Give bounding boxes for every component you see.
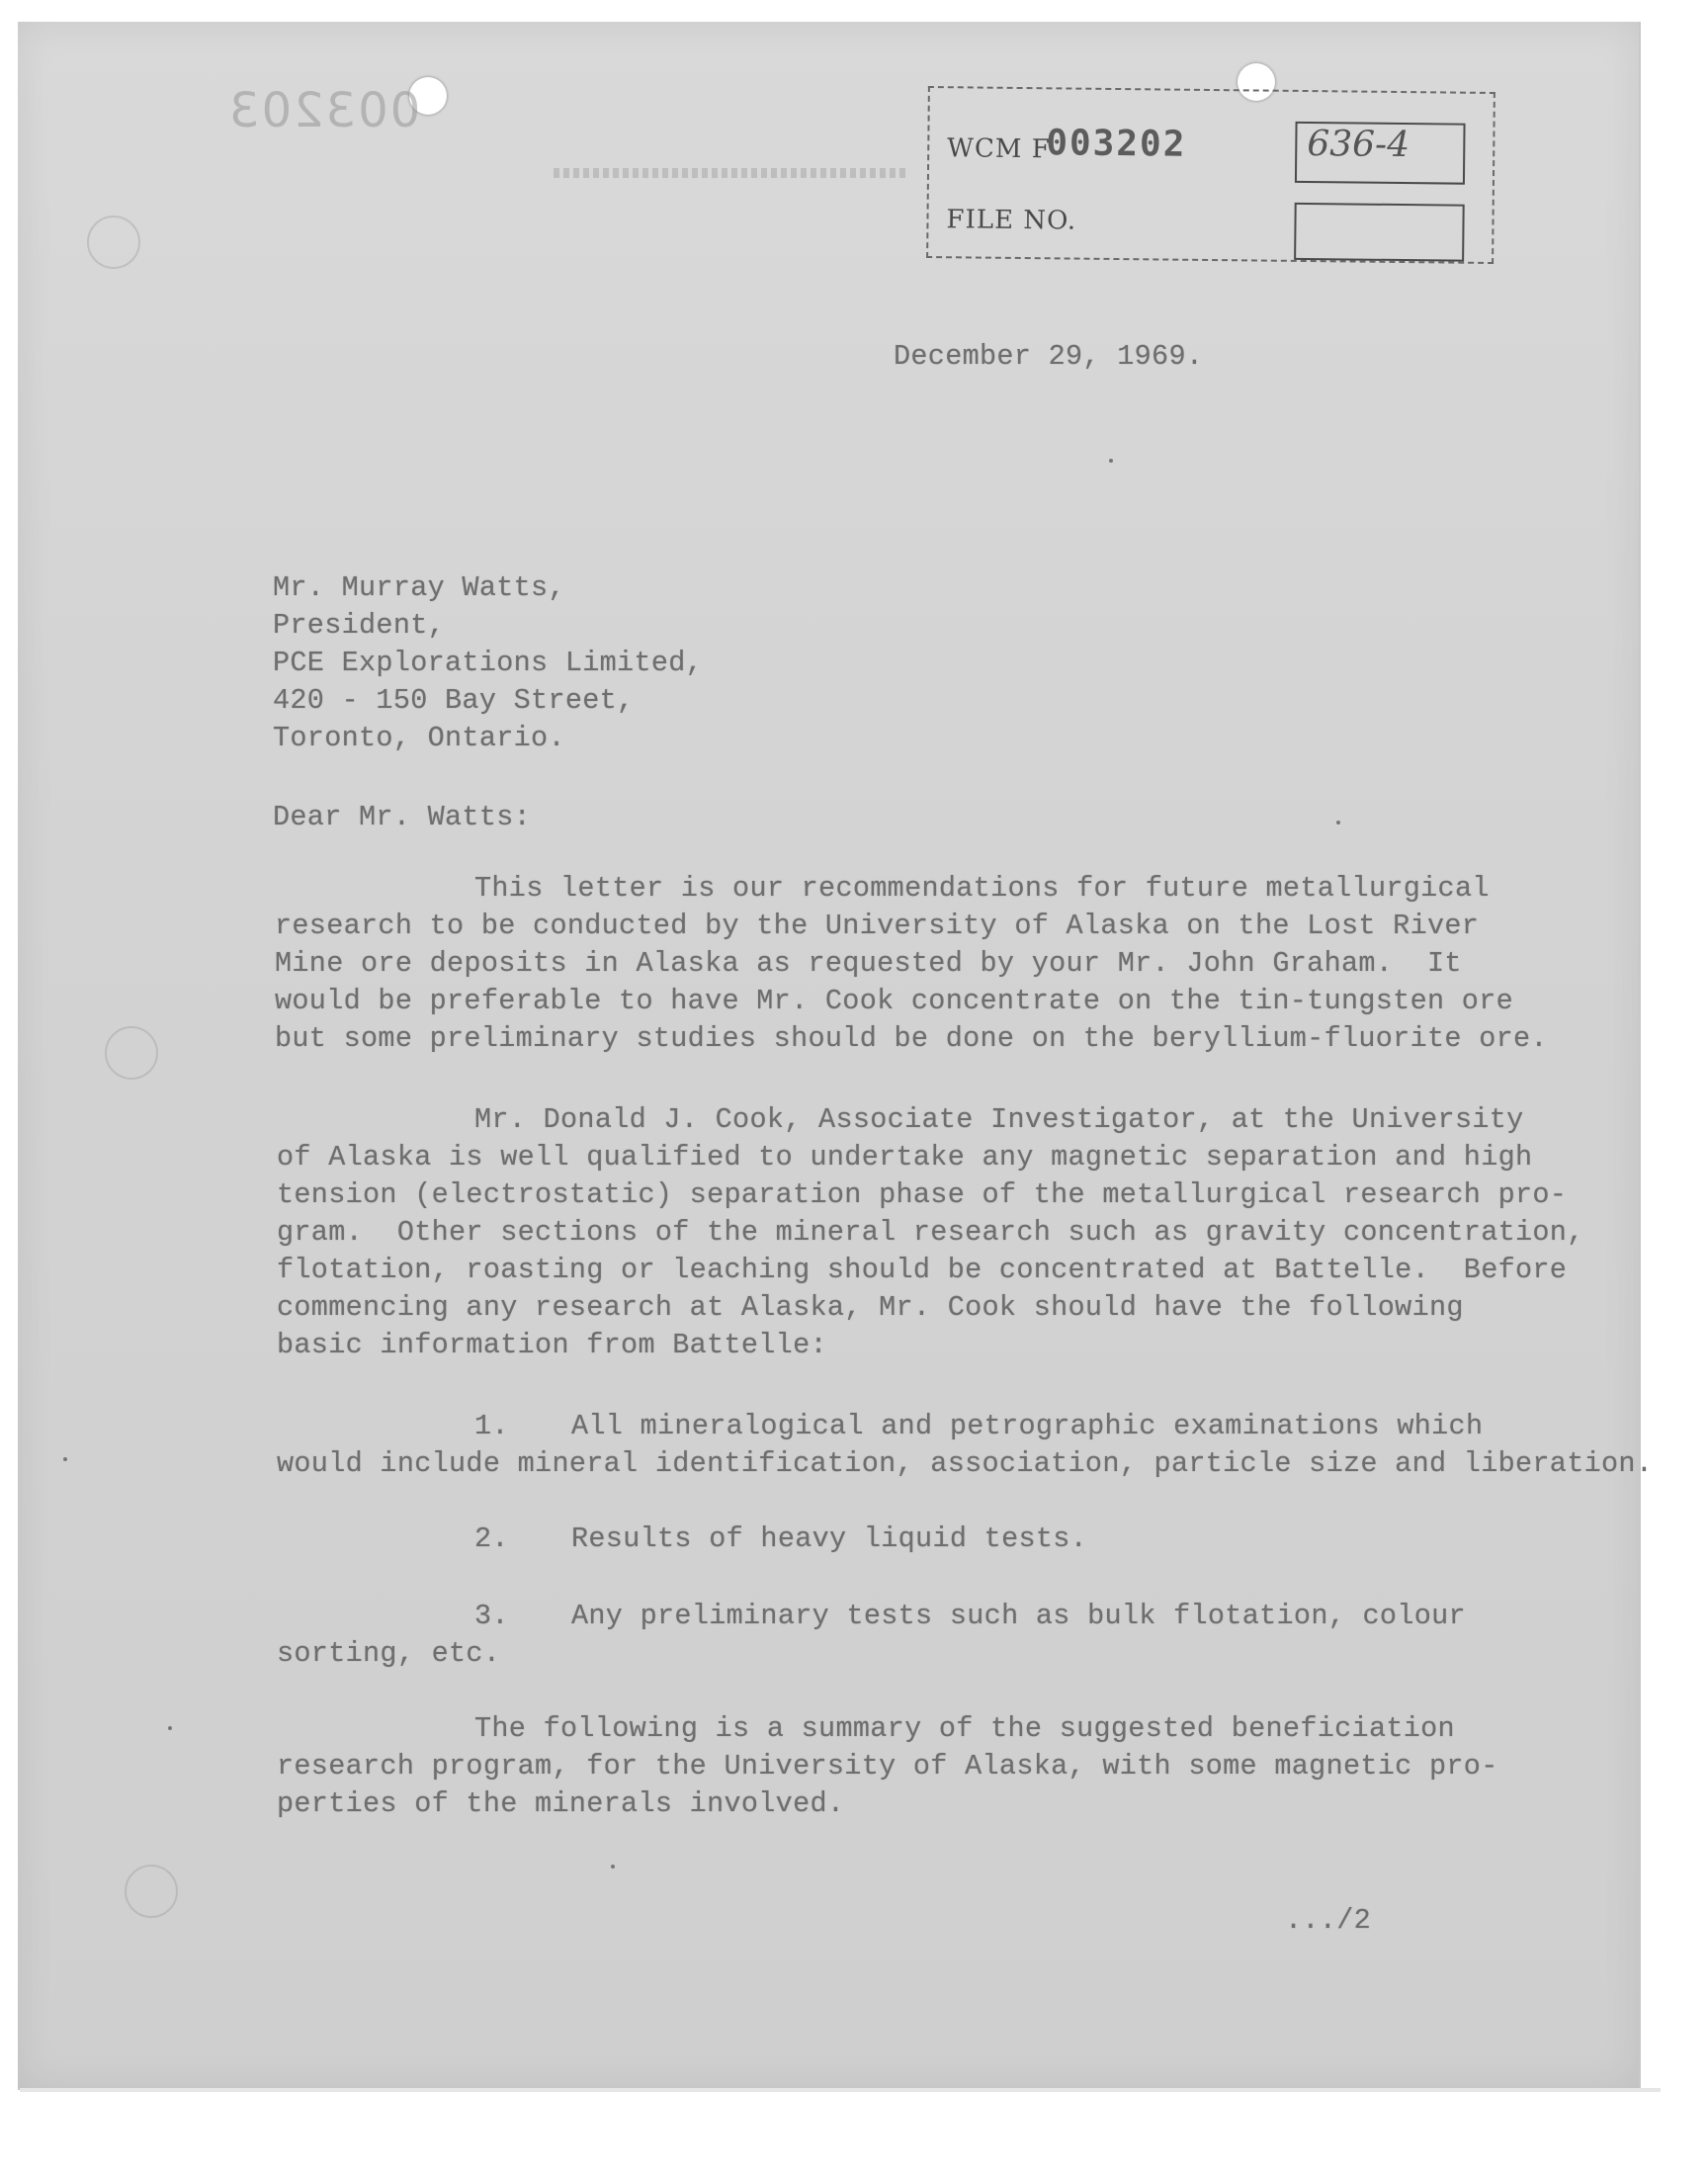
scan-speck <box>611 1865 615 1869</box>
paragraph-line: flotation, roasting or leaching should be concentrated at Battelle. Before <box>277 1254 1568 1286</box>
list-item-text: would include mineral identification, association, particle size and liberation. <box>277 1447 1654 1480</box>
scan-speck <box>168 1726 172 1730</box>
paragraph-line: of Alaska is well qualified to undertake any magnetic separation and high <box>277 1141 1533 1174</box>
ghost-hole-ring <box>105 1026 158 1080</box>
salutation: Dear Mr. Watts: <box>273 801 532 833</box>
ghost-hole-ring <box>87 216 140 269</box>
list-item-text: sorting, etc. <box>277 1637 501 1670</box>
paragraph-line: Mine ore deposits in Alaska as requested by your Mr. John Graham. It <box>275 947 1462 980</box>
scan-speck <box>63 1457 67 1461</box>
paragraph-line: but some preliminary studies should be done on the beryllium-fluorite ore. <box>275 1022 1548 1055</box>
address-line: President, <box>273 609 446 642</box>
list-item-text: Results of heavy liquid tests. <box>571 1522 1088 1555</box>
paragraph-line: would be preferable to have Mr. Cook concentrate on the tin-tungsten ore <box>275 985 1513 1017</box>
paragraph-line: gram. Other sections of the mineral research such as gravity concentration, <box>277 1216 1584 1249</box>
paragraph-line: research to be conducted by the University of Alaska on the Lost River <box>275 910 1480 942</box>
handwritten-reference: 636-4 <box>1307 124 1410 166</box>
paragraph-line: commencing any research at Alaska, Mr. Cook should have the following <box>277 1291 1464 1324</box>
address-line: Toronto, Ontario. <box>273 722 565 754</box>
paragraph-line: perties of the minerals involved. <box>277 1787 845 1820</box>
paragraph-line: tension (electrostatic) separation phase of the metallurgical research pro- <box>277 1178 1568 1211</box>
address-line: 420 - 150 Bay Street, <box>273 684 635 717</box>
bleed-through-streak <box>554 168 909 178</box>
bleed-through-number: 003203 <box>227 83 421 138</box>
paragraph-line: This letter is our recommendations for future metallurgical <box>474 872 1490 905</box>
list-item-text: Any preliminary tests such as bulk flotation, colour <box>571 1600 1466 1632</box>
scan-speck <box>1109 459 1113 463</box>
paragraph-line: The following is a summary of the suggested beneficiation <box>474 1712 1455 1745</box>
page-continuation: .../2 <box>1285 1904 1372 1937</box>
ghost-hole-ring <box>125 1865 178 1918</box>
paragraph-line: Mr. Donald J. Cook, Associate Investigator, at the University <box>474 1103 1524 1136</box>
page-edge <box>20 2088 1661 2092</box>
stamp-file-box <box>1294 203 1465 262</box>
letter-date: December 29, 1969. <box>894 340 1204 373</box>
scan-speck <box>1336 821 1340 825</box>
list-item-number: 1. <box>474 1410 509 1442</box>
stamp-document-number: 003202 <box>1046 123 1187 165</box>
list-item-number: 2. <box>474 1522 509 1555</box>
file-stamp <box>926 86 1495 264</box>
list-item-number: 3. <box>474 1600 509 1632</box>
stamp-ref-box <box>1295 122 1466 185</box>
address-line: PCE Explorations Limited, <box>273 647 704 679</box>
address-line: Mr. Murray Watts, <box>273 571 565 604</box>
stamp-label-top: WCM F <box>947 133 1051 165</box>
stamp-label-bottom: FILE NO. <box>946 205 1077 236</box>
list-item-text: All mineralogical and petrographic examinations which <box>571 1410 1484 1442</box>
paragraph-line: research program, for the University of Alaska, with some magnetic pro- <box>277 1750 1498 1783</box>
paragraph-line: basic information from Battelle: <box>277 1329 827 1361</box>
